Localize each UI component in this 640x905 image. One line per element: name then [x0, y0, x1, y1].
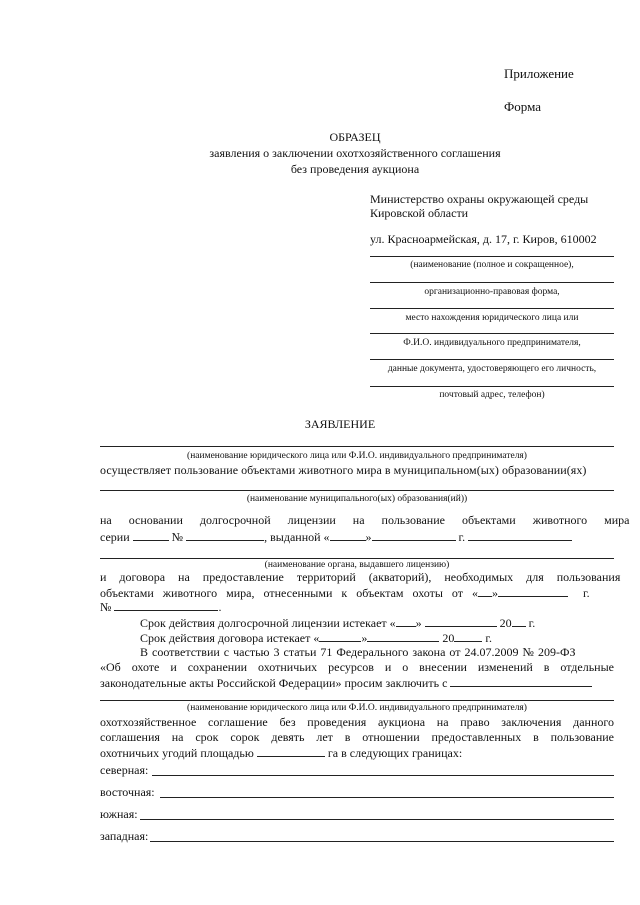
border-east-field[interactable]: [160, 797, 614, 798]
number-label: №: [171, 530, 184, 544]
addressee-line-2: Кировской области: [370, 206, 469, 220]
agreement-line-3: [100, 744, 462, 761]
contract-term-text: Срок действия договора истекает «: [140, 631, 320, 645]
license-term-quote: »: [415, 616, 422, 630]
title-subject: заявления о заключении охотхозяйственного соглашения: [209, 146, 501, 160]
contract-day-field[interactable]: [478, 584, 492, 597]
series-field[interactable]: [133, 528, 169, 541]
use-line: осуществляет пользование объектами животного мира в муниципальном(ых) образовании(ях): [100, 463, 587, 477]
title-sample: ОБРАЗЕЦ: [329, 130, 381, 144]
area-label: охотничьих угодий площадью: [100, 746, 254, 760]
license-term-day-field[interactable]: [396, 614, 416, 627]
series-label: серии: [100, 530, 130, 544]
applicant-caption-2: организационно-правовая форма,: [424, 287, 560, 297]
applicant-line-2: [370, 282, 614, 283]
contract-number-dot: .: [218, 600, 222, 614]
law-line-3-row: [100, 674, 614, 691]
appendix-label: Приложение: [504, 66, 574, 81]
entity-line: [100, 446, 614, 447]
entity-line-2: [100, 700, 614, 701]
title-subject-2: без проведения аукциона: [290, 162, 420, 176]
contract-term-century: 20: [442, 631, 455, 645]
border-north-label: северная:: [100, 763, 149, 777]
applicant-line-4: [370, 333, 614, 334]
contract-term-month-field[interactable]: [367, 629, 439, 642]
border-south-field[interactable]: [140, 819, 614, 820]
contract-text: объектами животного мира, отнесенными к объектам охоты от «: [100, 586, 478, 600]
addressee-line-1: Министерство охраны окружающей среды: [370, 192, 589, 206]
license-term-month-field[interactable]: [425, 614, 497, 627]
statement-heading: ЗАЯВЛЕНИЕ: [304, 417, 376, 431]
contract-number-row: [100, 598, 221, 615]
border-south-label: южная:: [100, 807, 138, 821]
border-west-label: западная:: [100, 829, 149, 843]
issued-day-field[interactable]: [330, 528, 366, 541]
issued-month-field[interactable]: [372, 528, 456, 541]
applicant-line-6: [370, 386, 614, 387]
contract-quote-close: »: [492, 586, 498, 600]
applicant-caption-5: данные документа, удостоверяющего его личность,: [387, 364, 597, 374]
contract-term-day-field[interactable]: [319, 629, 361, 642]
applicant-caption-4: Ф.И.О. индивидуального предпринимателя,: [403, 338, 581, 348]
contract-term-row: [140, 629, 492, 646]
applicant-caption-1: (наименование (полное и сокращенное),: [410, 260, 574, 270]
law-line-3: законодательные акты Российской Федерации» просим заключить с: [100, 676, 448, 690]
contract-number-label: №: [100, 600, 112, 614]
municipal-caption: (наименование муниципального(ых) образования(ий)): [246, 494, 468, 504]
counterparty-field[interactable]: [450, 674, 592, 687]
quote-close: »: [365, 530, 372, 544]
applicant-line-5: [370, 359, 614, 360]
basis-line: на основании долгосрочной лицензии на пользование объектами животного мира: [100, 513, 630, 527]
contract-term-year-label: г.: [485, 631, 492, 645]
border-west-field[interactable]: [150, 841, 614, 842]
issued-year-field[interactable]: [468, 528, 572, 541]
year-label: г.: [458, 530, 466, 544]
issuer-line: [100, 558, 614, 559]
license-term-year-label: г.: [528, 616, 536, 630]
issued-label: , выданной «: [264, 530, 330, 544]
contract-term-year-field[interactable]: [454, 629, 482, 642]
applicant-caption-3: место нахождения юридического лица или: [405, 313, 579, 323]
contract-month-field[interactable]: [498, 584, 568, 597]
law-line-2: «Об охоте и сохранении охотничьих ресурсов и о внесении изменений в отдельные: [100, 660, 614, 674]
contract-line-1: и договора на предоставление территорий (акваторий), необходимых для пользования: [100, 570, 621, 584]
contract-number-field[interactable]: [114, 598, 218, 611]
borders-intro: га в следующих границах:: [327, 746, 463, 760]
license-term-century: 20: [499, 616, 512, 630]
applicant-line-3: [370, 308, 614, 309]
applicant-caption-6: почтовый адрес, телефон): [439, 390, 545, 400]
license-term-text: Срок действия долгосрочной лицензии истекает «: [140, 616, 396, 630]
border-east-label: восточная:: [100, 785, 155, 799]
addressee-line-3: ул. Красноармейская, д. 17, г. Киров, 610002: [370, 232, 597, 246]
contract-year-label: г.: [583, 586, 590, 600]
license-term-year-field[interactable]: [512, 614, 526, 627]
applicant-line-1: [370, 256, 614, 257]
contract-term-quote: »: [361, 631, 368, 645]
law-line-1: В соответствии с частью 3 статьи 71 Федерального закона от 24.07.2009 № 209-ФЗ: [140, 645, 576, 659]
agreement-line-1: охотхозяйственное соглашение без проведения аукциона на право заключения данного: [100, 715, 614, 729]
entity-caption-2: (наименование юридического лица или Ф.И.О. индивидуального предпринимателя): [187, 703, 527, 713]
border-north-field[interactable]: [152, 775, 614, 776]
agreement-line-2: соглашения на срок сорок девять лет в отношении предоставленных в пользование: [100, 730, 614, 744]
area-field[interactable]: [257, 744, 325, 757]
series-row: [100, 528, 572, 545]
entity-caption: (наименование юридического лица или Ф.И.О. индивидуального предпринимателя): [187, 451, 527, 461]
issuer-caption: (наименование органа, выдавшего лицензию): [264, 560, 450, 570]
municipal-line: [100, 490, 614, 491]
license-number-field[interactable]: [186, 528, 264, 541]
form-label: Форма: [504, 99, 541, 114]
